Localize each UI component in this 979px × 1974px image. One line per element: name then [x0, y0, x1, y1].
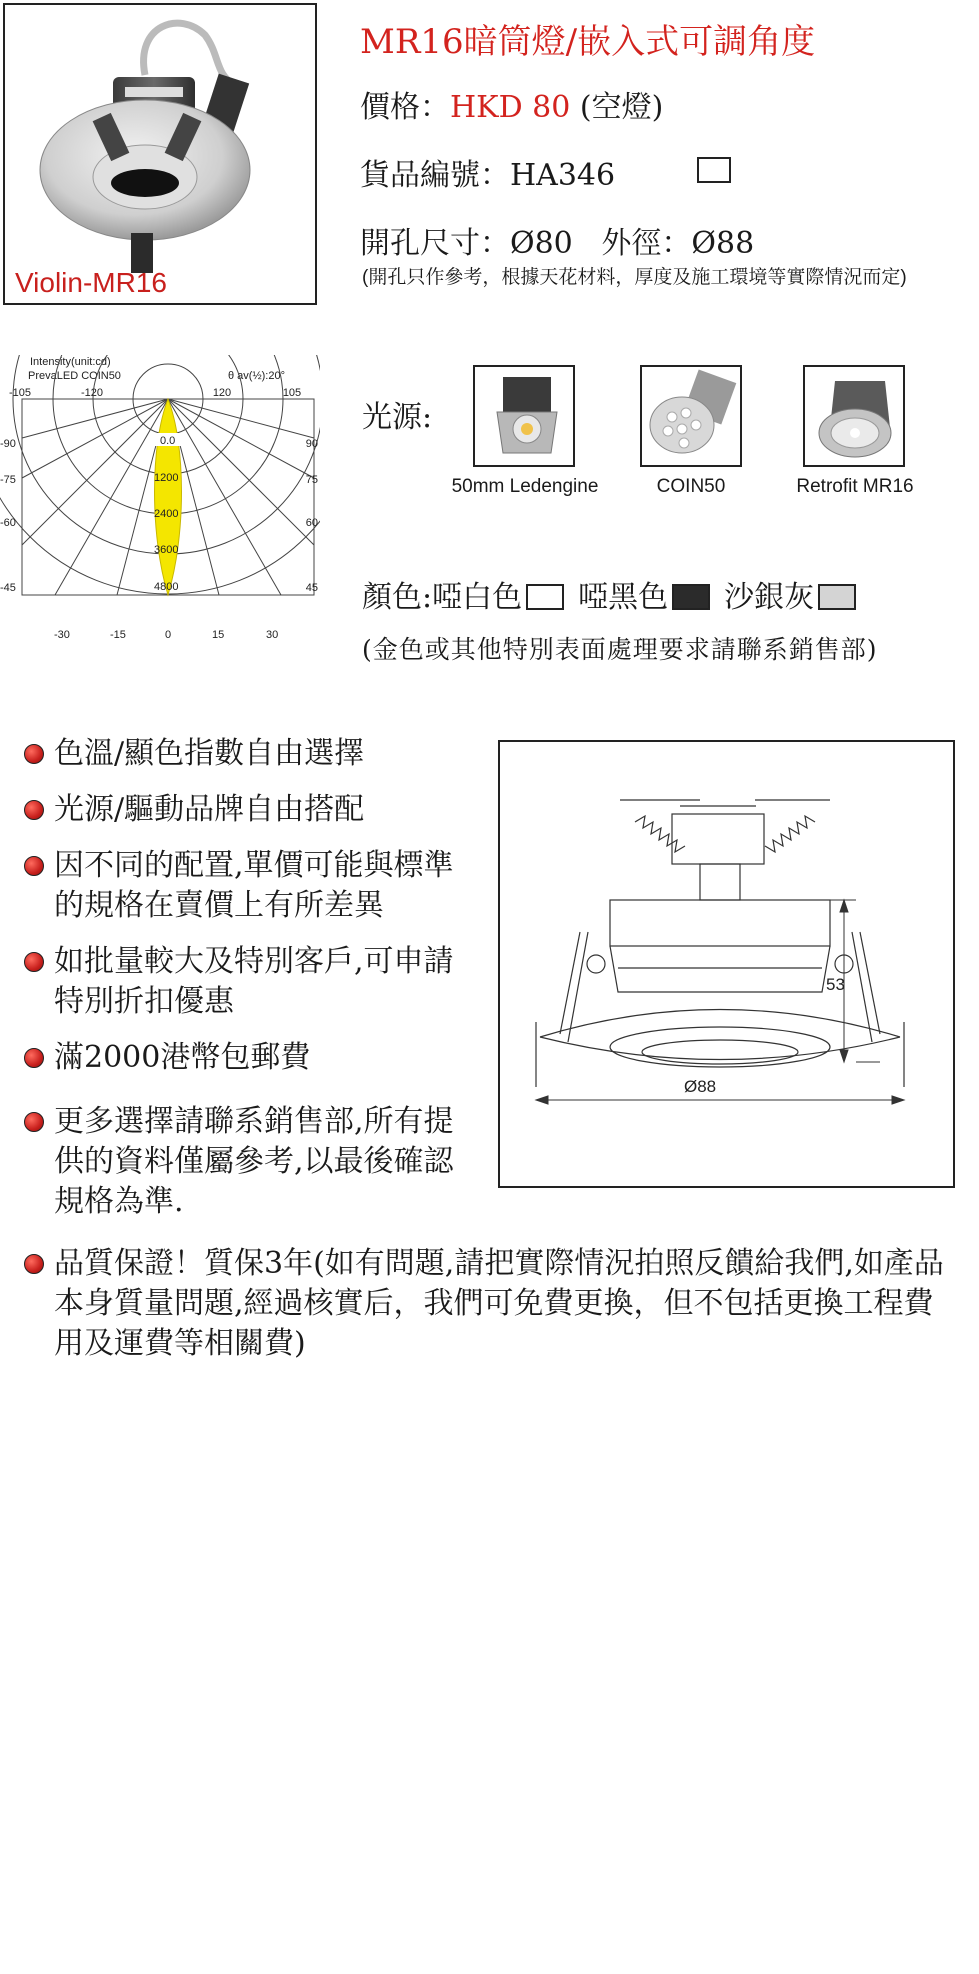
bullet-dot-icon [24, 856, 44, 876]
light-source-retrofit-mr16[interactable] [803, 365, 905, 467]
color-options [362, 572, 870, 616]
bullet-dot-icon [24, 1048, 44, 1068]
item-code-value: HA346 [510, 158, 616, 193]
color-label: 顏色: [362, 580, 433, 615]
product-photo [3, 3, 317, 305]
tick-left-4: -45 [0, 582, 16, 594]
list-item [24, 790, 464, 830]
downlight-illustration [5, 5, 315, 303]
product-model-label: Violin-MR16 [15, 267, 167, 298]
tick-right-1: 90 [305, 438, 318, 450]
list-item-text: 品質保證！質保3年(如有問題,請把實際情況拍照反饋給我們,如產品本身質量問題,經過核實后，我們可免費更換，但不包括更換工程費用及運費等相關費) [54, 1246, 944, 1361]
chart-beam-angle: θ av(½):20° [228, 370, 285, 382]
price-value: HKD 80 [450, 90, 571, 125]
bullet-dot-icon [24, 1254, 44, 1274]
tick-right-2: 75 [305, 474, 318, 486]
color-note: (金色或其他特別表面處理要求請聯系銷售部) [362, 635, 878, 664]
tick-left-3: -60 [0, 517, 16, 529]
chart-left-ticks [0, 438, 16, 594]
item-code-row [360, 150, 615, 194]
price-label: 價格： [360, 90, 450, 125]
list-item-text: 更多選擇請聯系銷售部,所有提供的資料僅屬參考,以最後確認規格為準. [54, 1104, 454, 1219]
product-title: MR16暗筒燈/嵌入式可調角度 [360, 22, 816, 62]
light-source-name-3: Retrofit MR16 [796, 476, 914, 497]
list-item [24, 846, 479, 926]
tick-right-4: 45 [305, 582, 318, 594]
chart-title-line1: Intensity(unit:cd) [30, 356, 111, 368]
dimension-drawing [500, 742, 953, 1186]
tick-bottom-1: -30 [54, 629, 70, 641]
list-item-text: 滿2000港幣包郵費 [54, 1040, 311, 1075]
list-item [24, 942, 479, 1022]
ring-value-2: 1200 [154, 472, 179, 484]
list-item-text: 因不同的配置,單價可能與標準的規格在賣價上有所差異 [54, 848, 454, 923]
tick-left-1: -90 [0, 438, 16, 450]
color-swatch-silver[interactable] [818, 584, 856, 610]
list-item [24, 1038, 464, 1078]
light-source-label: 光源: [362, 400, 433, 435]
cutout-note: (開孔只作參考，根據天花材料，厚度及施工環境等實際情況而定) [362, 267, 907, 288]
ring-value-1: 0.0 [160, 435, 176, 447]
light-source-name-1: 50mm Ledengine [451, 476, 599, 497]
list-item-text: 色溫/顯色指數自由選擇 [54, 736, 365, 771]
chart-right-ticks [306, 438, 318, 594]
coin50-icon [642, 367, 740, 465]
bullet-dot-icon [24, 1112, 44, 1132]
light-source-name-2: COIN50 [656, 476, 726, 497]
item-code-checkbox[interactable] [697, 157, 731, 183]
color-name-silver: 沙銀灰 [724, 580, 815, 615]
light-source-ledengine[interactable] [473, 365, 575, 467]
tick-top-2: -120 [80, 387, 104, 399]
list-item [24, 734, 464, 774]
ledengine-icon [475, 367, 573, 465]
photometric-chart [0, 355, 320, 650]
technical-drawing [498, 740, 955, 1188]
beam-shape [155, 399, 182, 595]
tick-right-3: 60 [305, 517, 318, 529]
ring-value-4: 3600 [154, 544, 179, 556]
tick-top-1: -105 [8, 387, 32, 399]
list-item-text: 光源/驅動品牌自由搭配 [54, 792, 365, 827]
tick-top-3: 120 [212, 387, 232, 399]
height-dimension-label: 53 [826, 975, 845, 994]
ring-value-3: 2400 [154, 508, 179, 520]
bullet-dot-icon [24, 744, 44, 764]
tick-bottom-5: 30 [266, 629, 279, 641]
chart-title-line2: PrevaLED COIN50 [28, 370, 121, 382]
tick-left-2: -75 [0, 474, 16, 486]
list-item-text: 如批量較大及特別客戶,可申請特別折扣優惠 [54, 944, 454, 1019]
light-source-coin50[interactable] [640, 365, 742, 467]
tick-bottom-2: -15 [110, 629, 126, 641]
tick-top-4: 105 [282, 387, 302, 399]
list-item [24, 1102, 454, 1222]
tick-bottom-4: 15 [212, 629, 225, 641]
color-swatch-white[interactable] [526, 584, 564, 610]
bullet-dot-icon [24, 800, 44, 820]
list-item [24, 1244, 944, 1364]
color-name-white: 啞白色 [432, 580, 523, 615]
tick-bottom-3: 0 [165, 629, 172, 641]
outer-diameter: 外徑：Ø88 [601, 226, 755, 261]
price-row [360, 82, 663, 126]
retrofit-mr16-icon [805, 367, 903, 465]
ring-value-5: 4800 [154, 581, 179, 593]
dimensions-row [360, 218, 754, 262]
color-swatch-black[interactable] [672, 584, 710, 610]
price-suffix: (空燈) [579, 90, 664, 125]
chart-bottom-ticks [54, 629, 278, 641]
bullet-dot-icon [24, 952, 44, 972]
item-code-label: 貨品編號： [360, 158, 510, 193]
color-name-black: 啞黑色 [578, 580, 669, 615]
cutout-size: 開孔尺寸：Ø80 [360, 226, 573, 261]
diameter-dimension-label: Ø88 [684, 1077, 717, 1096]
